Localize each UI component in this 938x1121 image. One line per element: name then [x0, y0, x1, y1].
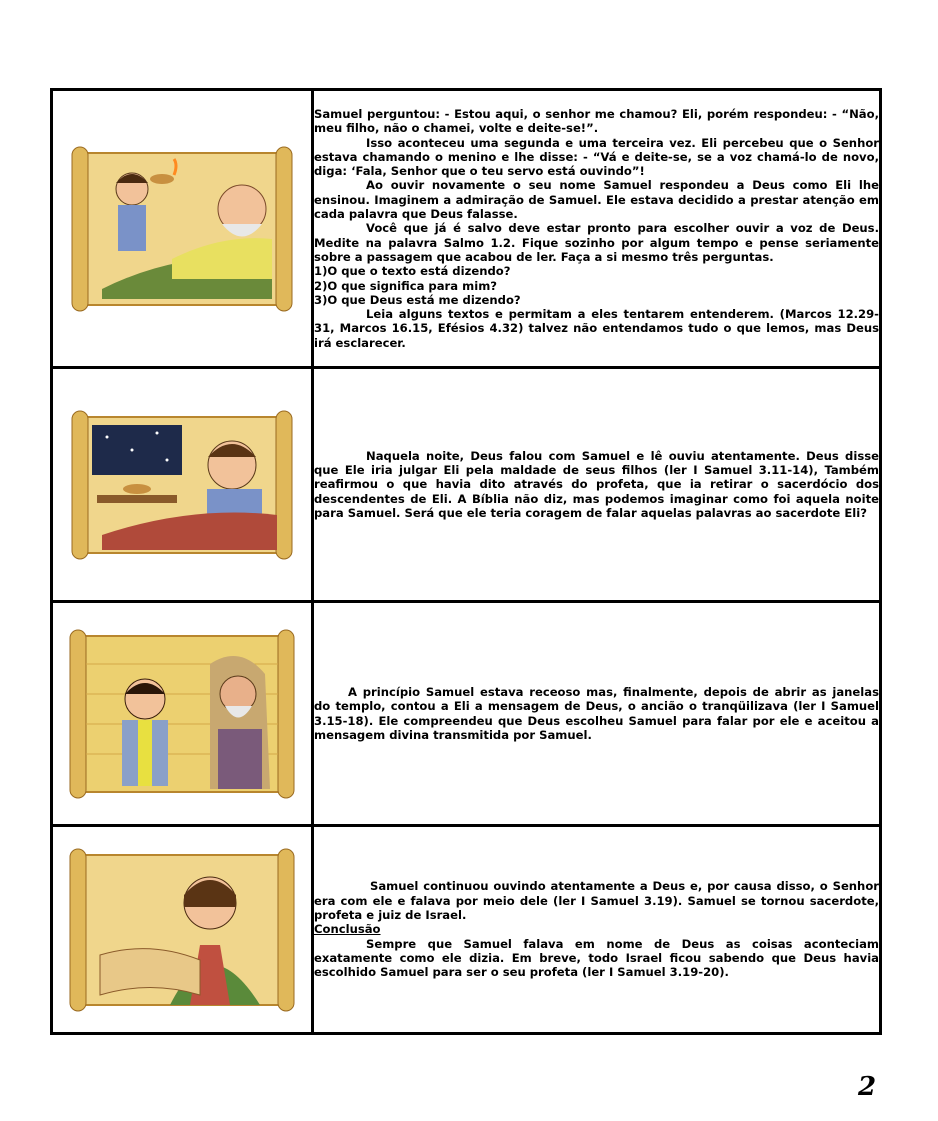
- lesson-row-2: [52, 368, 881, 602]
- illustration-cell-2: [52, 368, 313, 602]
- samuel-in-bed-at-night-illustration: [62, 405, 302, 565]
- question-2: 2)O que significa para mim?: [314, 278, 497, 293]
- text-cell-4: [313, 826, 881, 1034]
- lesson-row-4: [52, 826, 881, 1034]
- samuel-as-prophet-illustration: [60, 845, 304, 1015]
- lesson-row-1: [52, 90, 881, 368]
- text-cell-1: [313, 90, 881, 368]
- question-1: 1)O que o texto está dizendo?: [314, 264, 511, 279]
- lesson-row-3: [52, 602, 881, 826]
- illustration-cell-1: [52, 90, 313, 368]
- page-number: 2: [858, 1072, 877, 1102]
- paragraph: Leia alguns textos e permitam a eles tentarem entenderem. (Marcos 12.29-31, Marcos 16.15, Efésios 4.32) talvez não entendamos tudo o que lemos, mas Deus irá esclarecer.: [314, 307, 879, 350]
- question-3: 3)O que Deus está me dizendo?: [314, 292, 521, 307]
- paragraph: Samuel perguntou: - Estou aqui, o senhor me chamou? Eli, porém respondeu: - “Não, meu filho, não o chamei, volte e deite-se!”.: [314, 106, 879, 136]
- text-cell-3: [313, 602, 881, 826]
- illustration-cell-4: [52, 826, 313, 1034]
- paragraph: Samuel continuou ouvindo atentamente a Deus e, por causa disso, o Senhor era com ele e falava por meio dele (ler I Samuel 3.19). Samuel se tornou sacerdote, profeta e juiz de Israel.: [314, 879, 879, 923]
- lesson-table: [50, 88, 882, 1035]
- samuel-talking-to-eli-illustration: [60, 624, 304, 804]
- paragraph: Sempre que Samuel falava em nome de Deus as coisas aconteciam exatamente como ele dizia. Em breve, todo Israel ficou sabendo que Deus havia escolhido Samuel para ser o seu profeta (ler I Samuel 3.19-20).: [314, 936, 879, 980]
- paragraph: A princípio Samuel estava receoso mas, finalmente, depois de abrir as janelas do templo, contou a Eli a mensagem de Deus, o ancião o tranqüilizava (ler I Samuel 3.15-18). Ele compreendeu que Deus escolheu Samuel para falar por ele e aceitou a mensagem divina transmitida por Samuel.: [314, 684, 879, 742]
- paragraph: Isso aconteceu uma segunda e uma terceira vez. Eli percebeu que o Senhor estava chamando o menino e lhe disse: - “Vá e deite-se, se a voz chamá-lo de novo, diga: ‘Fala, Senhor que o teu servo está ouvindo”!: [314, 135, 879, 179]
- text-cell-2: [313, 368, 881, 602]
- paragraph: Você que já é salvo deve estar pronto para escolher ouvir a voz de Deus. Medite na palavra Salmo 1.2. Fique sozinho por algum tempo e pense seriamente sobre a passagem que acabou de ler. Faça a si mesmo três perguntas.: [314, 221, 879, 264]
- illustration-cell-3: [52, 602, 313, 826]
- paragraph: Ao ouvir novamente o seu nome Samuel respondeu a Deus como Eli lhe ensinou. Imaginem a admiração de Samuel. Ele estava decidido a prestar atenção em cada palavra que Deus falasse.: [314, 178, 879, 222]
- paragraph: Naquela noite, Deus falou com Samuel e lê ouviu atentamente. Deus disse que Ele iria julgar Eli pela maldade de seus filhos (ler I Samuel 3.11-14), Também reafirmou o que havia dito através do profeta, que ia retirar o sacerdócio dos descendentes de Eli. A Bíblia não diz, mas podemos imaginar como foi aquela noite para Samuel. Será que ele teria coragem de falar aquelas palavras ao sacerdote Eli?: [314, 448, 879, 520]
- conclusion-heading: Conclusão: [314, 922, 381, 937]
- samuel-waking-eli-illustration: [62, 139, 302, 319]
